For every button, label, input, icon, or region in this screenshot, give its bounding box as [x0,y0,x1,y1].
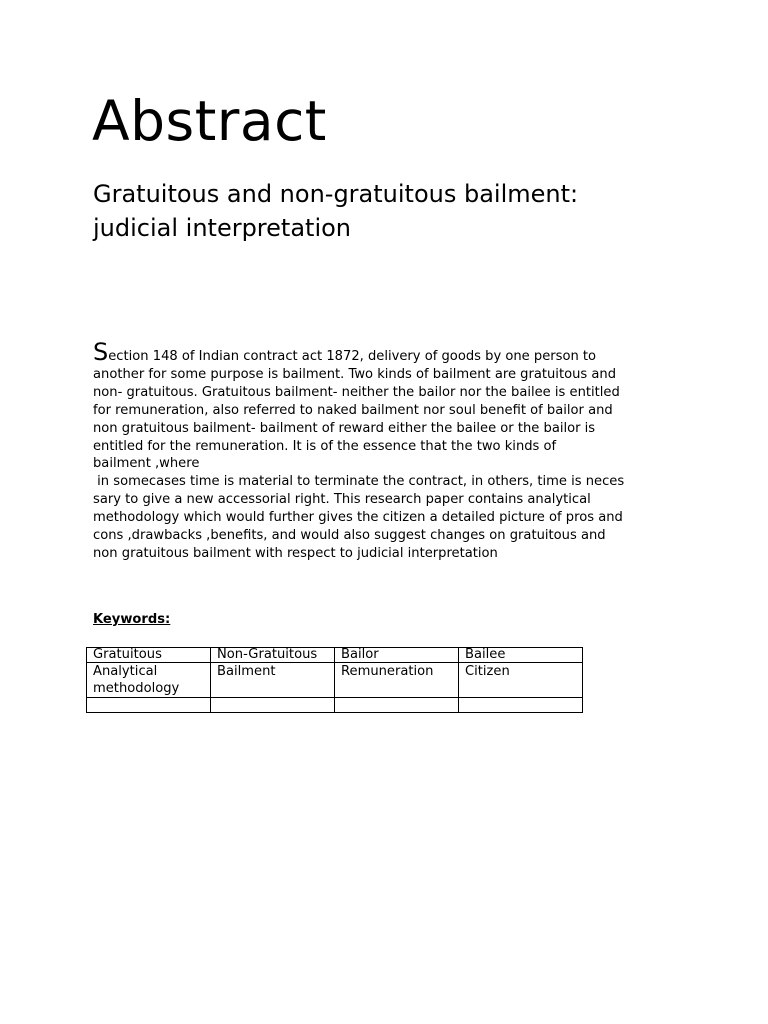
subtitle [93,177,713,245]
page-title: Abstract [92,89,327,153]
paragraph-line: another for some purpose is bailment. Two kinds of bailment are gratuitous and [93,366,617,382]
abstract-paragraph [93,338,683,563]
table-cell [87,698,211,713]
paragraph-line: for remuneration, also referred to naked bailment nor soul benefit of bailor and [93,402,613,418]
paragraph-line: cons ,drawbacks ,benefits, and would also suggest changes on gratuitous and [93,528,606,544]
paragraph-line: bailment ,where [93,456,200,472]
table-cell: Bailment [211,663,335,698]
table-cell: Bailee [459,648,583,663]
paragraph-line: entitled for the remuneration. It is of the essence that the two kinds of [93,438,557,454]
subtitle-line: Gratuitous and non-gratuitous bailment: [93,180,579,208]
drop-cap-letter: S [93,338,109,366]
table-cell: Analytical methodology [87,663,211,698]
paragraph-line: non gratuitous bailment with respect to judicial interpretation [93,545,498,561]
keywords-heading: Keywords: [93,612,171,627]
table-cell: Non-Gratuitous [211,648,335,663]
paragraph-line: methodology which would further gives the citizen a detailed picture of pros and [93,510,623,526]
paragraph-line: sary to give a new accessorial right. This research paper contains analytical [93,492,591,508]
paragraph-line-text: ection 148 of Indian contract act 1872, delivery of goods by one person to [108,349,597,364]
paragraph-line [93,338,683,366]
paragraph-line: in somecases time is material to terminate the contract, in others, time is neces [93,474,625,490]
table-cell: Remuneration [335,663,459,698]
table-cell [335,698,459,713]
table-row [87,663,583,698]
table-cell: Citizen [459,663,583,698]
paragraph-line: non gratuitous bailment- bailment of reward either the bailee or the bailor is [93,420,596,436]
subtitle-line: judicial interpretation [93,214,351,242]
table-cell: Gratuitous [87,648,211,663]
table-row [87,698,583,713]
table-row [87,648,583,663]
table-cell [211,698,335,713]
table-cell: Bailor [335,648,459,663]
keywords-table [86,647,583,713]
table-cell [459,698,583,713]
paragraph-line: non- gratuitous. Gratuitous bailment- neither the bailor nor the bailee is entitled [93,384,620,400]
